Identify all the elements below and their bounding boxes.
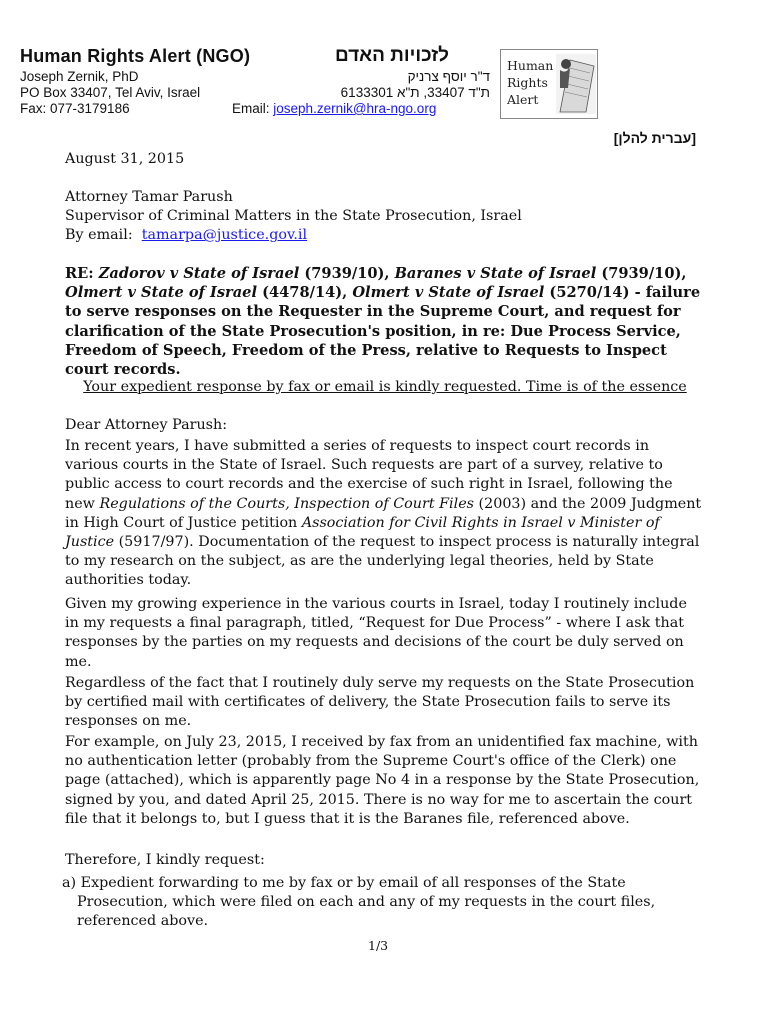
subject-line	[65, 264, 705, 379]
page-number: 1/3	[368, 938, 389, 953]
logo-line-1: Human	[507, 58, 554, 73]
re-case-1: Zadorov v State of Israel	[98, 265, 300, 282]
re-num-3: (4478/14),	[257, 284, 353, 302]
re-case-3: Olmert v State of Israel	[65, 284, 258, 302]
salutation: Dear Attorney Parush:	[65, 417, 228, 433]
person-name: Joseph Zernik, PhD	[20, 69, 139, 84]
header-email-link[interactable]: joseph.zernik@hra-ngo.org	[273, 101, 437, 116]
letter-date: August 31, 2015	[65, 151, 185, 167]
address: PO Box 33407, Tel Aviv, Israel	[20, 85, 201, 100]
paragraph-5: Therefore, I kindly request:	[65, 852, 265, 868]
person-name-hebrew: ד"ר יוסף צרניק	[407, 69, 490, 84]
logo-text	[507, 57, 553, 108]
p1-part-c: (5917/97). Documentation of the request to inspect process is naturally integral to my research on the subject, as are the underlying legal theories, held by State authorities today.	[65, 534, 700, 589]
logo-figure-image	[556, 54, 596, 114]
logo-line-3: Alert	[507, 92, 539, 107]
address-hebrew: ת"ד 33407, ת"א 6133301	[340, 85, 490, 100]
recipient-title: Supervisor of Criminal Matters in the State Prosecution, Israel	[65, 208, 522, 225]
recipient-name: Attorney Tamar Parush	[65, 189, 233, 205]
recipient-email-link[interactable]: tamarpa@justice.gov.il	[141, 227, 308, 244]
paragraph-3: Regardless of the fact that I routinely duly serve my requests on the State Prosecution by certified mail with certificates of delivery, the State Prosecution fails to serve its responses on me.	[65, 675, 695, 730]
p1-case-title: Association for Civil Rights in Israel v Minister of Justice	[65, 514, 660, 551]
urgent-request-note: Your expedient response by fax or email is kindly requested. Time is of the essence	[83, 379, 687, 395]
fax-number: Fax: 077-3179186	[20, 101, 130, 116]
header-email	[232, 101, 436, 116]
recipient-block	[65, 188, 705, 246]
by-email-label: By email:	[65, 227, 133, 244]
org-logo	[500, 49, 598, 119]
request-item-a: a) Expedient forwarding to me by fax or by email of all responses of the State Prosecution, which were filed on each and any of my requests in the court files, referenced above.	[62, 875, 656, 930]
p1-regulations-title: Regulations of the Courts, Inspection of Court Files	[99, 495, 474, 512]
email-label: Email:	[232, 101, 270, 116]
org-name-hebrew: לזכויות האדם	[335, 45, 450, 66]
org-name: Human Rights Alert (NGO)	[20, 46, 251, 66]
re-case-4: Olmert v State of Israel	[352, 284, 545, 302]
re-case-2: Baranes v State of Israel	[394, 265, 597, 282]
paragraph-4: For example, on July 23, 2015, I received by fax from an unidentified fax machine, with no authentication letter (probably from the Supreme Court's office of the Clerk) one page (attached), which is apparently page No 4 in a response by the State Prosecution, signed by you, and dated April 25, 2015. There is no way for me to ascertain the court file that it belongs to, but I guess that it is the Baranes file, referenced above.	[65, 734, 700, 827]
paragraph-1	[65, 437, 705, 591]
re-prefix: RE:	[65, 265, 99, 282]
recipient-email-line	[65, 226, 705, 245]
re-num-2: (7939/10),	[596, 265, 687, 282]
logo-line-2: Rights	[507, 75, 548, 90]
paragraph-2: Given my growing experience in the various courts in Israel, today I routinely include in my requests a final paragraph, titled, “Request for Due Process” - where I ask that responses by the parties on my requests and decisions of the court be duly served on me.	[65, 596, 687, 670]
re-num-4: (5270/14) - failure to serve responses on the Requester in the Supreme Court, and request for clarification of the State Prosecution's position, in re: Due Process Service, Freedom of Speech, Freedom of the Press, relative to Requests to Inspect court records.	[65, 284, 701, 379]
re-num-1: (7939/10),	[299, 265, 395, 282]
p1-part-b: (2003) and the 2009 Judgment in High Court of Justice petition	[65, 495, 702, 531]
p1-part-a: In recent years, I have submitted a series of requests to inspect court records in various courts in the State of Israel. Such requests are part of a survey, relative to public access to court records and the exercise of such right in Israel, following the new	[65, 438, 673, 512]
hebrew-follows-note: [עברית להלן]	[613, 130, 696, 146]
